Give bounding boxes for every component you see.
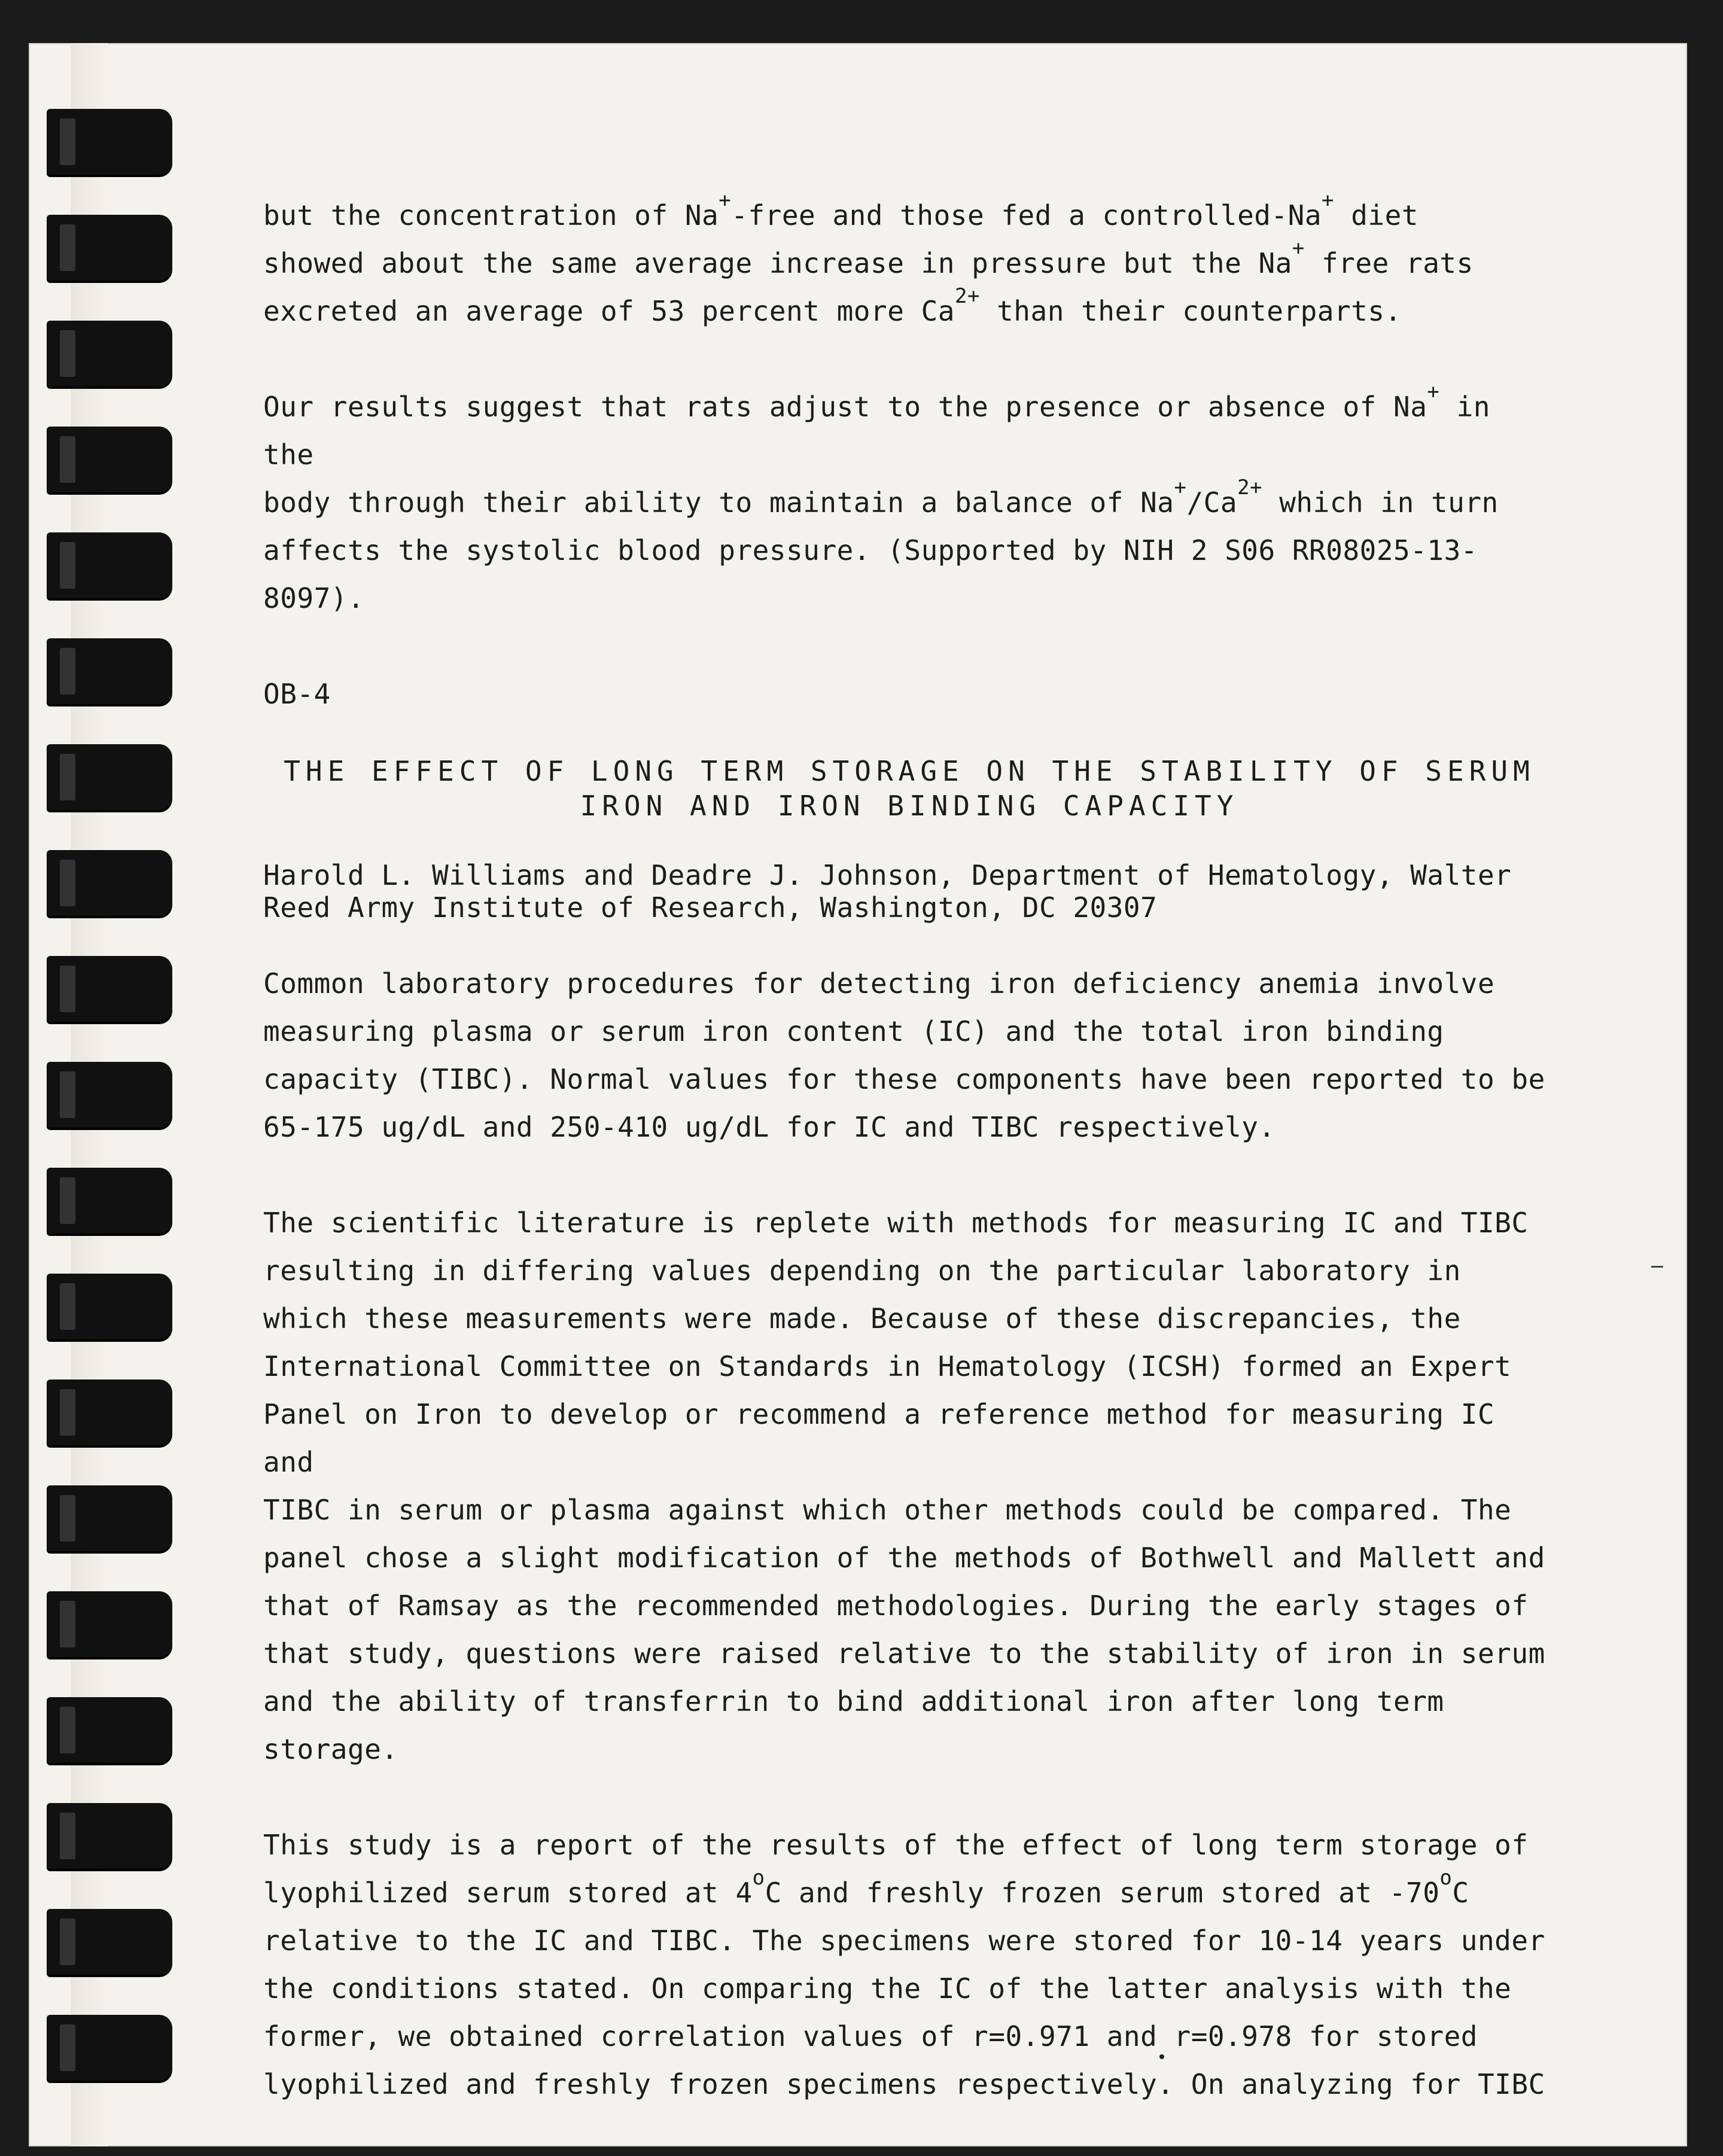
binding-comb-tooth	[47, 215, 172, 281]
binding-comb-tooth	[47, 1803, 172, 1869]
text-run: free rats	[1304, 247, 1474, 279]
binding-comb-tooth	[47, 744, 172, 810]
text-run: Our results suggest that rats adjust to the presence or absence of Na	[263, 391, 1427, 423]
authors-affiliation	[263, 859, 1555, 924]
text-line: and the ability of transferrin to bind additional iron after long term storage.	[263, 1685, 1444, 1765]
superscript: +	[1174, 476, 1187, 500]
text-run: body through their ability to maintain a balance of Na	[263, 486, 1174, 519]
text-run: excreted an average of 53 percent more Ca	[263, 295, 955, 327]
binding-comb-tooth	[47, 1274, 172, 1339]
binding-comb-tooth	[47, 850, 172, 916]
text-line	[263, 1866, 1555, 1917]
text-line: lyophilized and freshly frozen specimens respectively. On analyzing for TIBC	[263, 2068, 1545, 2100]
superscript: 2+	[954, 284, 980, 308]
paragraph-results	[263, 380, 1555, 622]
text-line: the conditions stated. On comparing the IC of the latter analysis with the	[263, 1972, 1512, 2005]
binding-comb-tooth	[47, 1485, 172, 1551]
text-run: in the	[263, 391, 1490, 471]
text-line: that of Ramsay as the recommended methodologies. During the early stages of	[263, 1589, 1529, 1622]
text-run: C	[1452, 1877, 1469, 1909]
superscript: o	[1439, 1866, 1453, 1890]
text-line: resulting in differing values depending on the particular laboratory in	[263, 1254, 1461, 1287]
text-run: which in turn	[1262, 486, 1499, 519]
binding-comb-tooth	[47, 1909, 172, 1975]
text-line: Common laboratory procedures for detecting iron deficiency anemia involve	[263, 967, 1495, 1000]
superscript: +	[1427, 380, 1440, 404]
text-run: -free and those fed a controlled-Na	[731, 199, 1322, 232]
text-line: This study is a report of the results of the effect of long term storage of	[263, 1829, 1529, 1861]
superscript: 2+	[1237, 476, 1263, 500]
text-line: panel chose a slight modification of the methods of Bothwell and Mallett and	[263, 1542, 1545, 1574]
title-line: THE EFFECT OF LONG TERM STORAGE ON THE STABILITY OF SERUM	[284, 755, 1535, 787]
text-run: showed about the same average increase in pressure but the Na	[263, 247, 1292, 279]
page-dot-mark	[1159, 2054, 1164, 2059]
text-run: diet	[1334, 199, 1419, 232]
superscript: +	[1292, 236, 1305, 260]
paragraph-introduction	[263, 960, 1555, 1151]
superscript: +	[719, 188, 732, 212]
text-line	[263, 284, 1555, 335]
text-line: which these measurements were made. Because of these discrepancies, the	[263, 1302, 1461, 1335]
document-body	[263, 188, 1555, 2156]
binding-comb-tooth	[47, 1062, 172, 1128]
margin-mark	[1651, 1266, 1663, 1268]
paragraph-background	[263, 1199, 1555, 1773]
text-line	[263, 188, 1555, 239]
text-run: than their counterparts.	[979, 295, 1402, 327]
text-line	[263, 476, 1555, 526]
superscript: +	[1322, 188, 1335, 212]
binding-comb-tooth	[47, 1168, 172, 1234]
binding-comb-tooth	[47, 532, 172, 598]
text-line: Reed Army Institute of Research, Washington, DC 20307	[263, 891, 1158, 924]
text-line: TIBC in serum or plasma against which other methods could be compared. The	[263, 1494, 1512, 1526]
text-line: The scientific literature is replete with methods for measuring IC and TIBC	[263, 1207, 1529, 1239]
text-line: Harold L. Williams and Deadre J. Johnson, Department of Hematology, Walter	[263, 859, 1512, 891]
binding-comb-tooth	[47, 427, 172, 492]
binding-comb-tooth	[47, 1697, 172, 1763]
text-line	[263, 236, 1555, 287]
binding-comb-tooth	[47, 1591, 172, 1657]
binding-comb-tooth	[47, 109, 172, 175]
binding-comb-tooth	[47, 956, 172, 1022]
text-run: C and freshly frozen serum stored at -70	[765, 1877, 1440, 1909]
text-line: Panel on Iron to develop or recommend a reference method for measuring IC and	[263, 1398, 1495, 1478]
text-line	[263, 380, 1555, 479]
text-run: /Ca	[1186, 486, 1238, 519]
text-line: that study, questions were raised relative to the stability of iron in serum	[263, 1637, 1545, 1670]
paragraph-study	[263, 1821, 1555, 2108]
text-line: former, we obtained correlation values of r=0.971 and r=0.978 for stored	[263, 2020, 1478, 2053]
abstract-title	[263, 754, 1555, 823]
paragraph-continuation	[263, 188, 1555, 335]
text-line: measuring plasma or serum iron content (IC) and the total iron binding	[263, 1015, 1444, 1047]
binding-comb-tooth	[47, 321, 172, 386]
binding-comb-tooth	[47, 1380, 172, 1445]
text-line: affects the systolic blood pressure. (Supported by NIH 2 S06 RR08025-13-8097).	[263, 534, 1478, 614]
abstract-id: OB-4	[263, 678, 331, 710]
text-line: 65-175 ug/dL and 250-410 ug/dL for IC and TIBC respectively.	[263, 1111, 1275, 1143]
title-line: IRON AND IRON BINDING CAPACITY	[580, 790, 1239, 822]
binding-comb-tooth	[47, 2015, 172, 2081]
text-line: relative to the IC and TIBC. The specimens were stored for 10-14 years under	[263, 1924, 1545, 1957]
text-line: International Committee on Standards in Hematology (ICSH) formed an Expert	[263, 1350, 1512, 1382]
binding-comb-tooth	[47, 638, 172, 704]
text-run: lyophilized serum stored at 4	[263, 1877, 753, 1909]
superscript: o	[752, 1866, 765, 1890]
text-line: capacity (TIBC). Normal values for these components have been reported to be	[263, 1063, 1545, 1095]
text-run: but the concentration of Na	[263, 199, 719, 232]
